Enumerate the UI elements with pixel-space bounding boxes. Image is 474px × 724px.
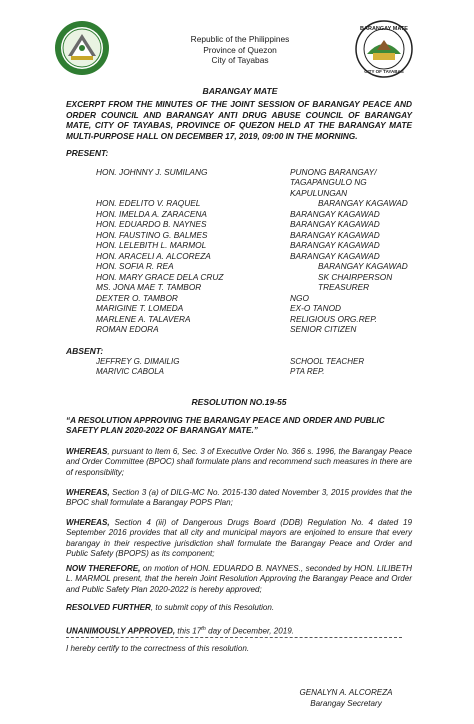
attendee-role: TAGAPANGULO NG [290, 177, 367, 187]
city-line: City of Tayabas [211, 55, 269, 65]
attendee-role: BARANGAY KAGAWAD [290, 219, 380, 229]
attendee-name: ROMAN EDORA [96, 324, 159, 334]
letterhead [170, 34, 310, 66]
attendee-role: BARANGAY KAGAWAD [290, 251, 380, 261]
attendee-role: BARANGAY KAGAWAD [290, 240, 380, 250]
attendee-name: MARIGINE T. LOMEDA [96, 303, 184, 313]
svg-text:BARANGAY MATE: BARANGAY MATE [360, 26, 408, 32]
attendee-role: PUNONG BARANGAY/ [290, 167, 377, 177]
attendee-name: HON. JOHNNY J. SUMILANG [96, 167, 208, 177]
paragraph-text: , to submit copy of this Resolution. [150, 603, 275, 612]
attendee-role: TREASURER [318, 282, 370, 292]
attendee-name: HON. SOFIA R. REA [96, 261, 174, 271]
now-therefore-paragraph [66, 564, 412, 595]
attendee-role: NGO [290, 293, 309, 303]
attendee-name: MS. JONA MAE T. TAMBOR [96, 282, 202, 292]
attendee-role: RELIGIOUS ORG.REP. [290, 314, 377, 324]
whereas-paragraph-2 [66, 488, 412, 509]
republic-line: Republic of the Philippines [190, 34, 290, 44]
attendee-role: BARANGAY KAGAWAD [290, 209, 380, 219]
paragraph-text: Section 3 (a) of DILG-MC No. 2015-130 dated November 3, 2015 provides that the BPOC shall formulate a Barangay POPS Plan; [66, 488, 412, 508]
resolution-title: “A RESOLUTION APPROVING THE BARANGAY PEACE AND ORDER AND PUBLIC SAFETY PLAN 2020-2022 OF BARANGAY MATE.” [66, 416, 385, 436]
absentee-name: MARIVIC CABOLA [96, 367, 165, 376]
attendee-name: HON. LELEBITH L. MARMOL [96, 240, 207, 250]
resolved-further-paragraph [66, 603, 412, 613]
attendee-name: HON. ARACELI A. ALCOREZA [96, 251, 211, 261]
whereas-paragraph-3 [66, 518, 412, 560]
signatory-title: Barangay Secretary [310, 698, 382, 708]
approved-lead: UNANIMOUSLY APPROVED, [66, 626, 176, 636]
paragraph-lead: WHEREAS [66, 447, 108, 456]
svg-text:CITY OF TAYABAS: CITY OF TAYABAS [364, 69, 404, 74]
absent-label: ABSENT: [66, 346, 104, 356]
resolution-number: RESOLUTION NO.19-55 [191, 397, 287, 407]
whereas-paragraph-1 [66, 447, 412, 478]
approved-text-before: this 17 [175, 626, 202, 636]
barangay-mate-seal-icon [355, 20, 413, 78]
absentee-role: PTA REP. [290, 367, 325, 376]
paragraph-lead: RESOLVED FURTHER [66, 603, 151, 612]
attendee-role: KAPULUNGAN [290, 188, 348, 198]
paragraph-lead: WHEREAS, [66, 488, 110, 497]
approved-day-suffix: th [201, 626, 206, 632]
attendee-role: BARANGAY KAGAWAD [290, 230, 380, 240]
paragraph-text: Section 4 (iii) of Dangerous Drugs Board (DDB) Regulation No. 4 dated 19 September 2016 provides that all city and municipal mayors are enjoined to ensure that every barangay in their respective jurisdiction shall formulate the Barangay Peace and Order and Public Safety (BPOPS) as its component; [66, 518, 412, 559]
present-label: PRESENT: [66, 148, 109, 158]
unanimously-approved-line [66, 624, 412, 637]
paragraph-text: , pursuant to Item 6, Sec. 3 of Executive Order No. 366 s. 1996, the Barangay Peace and Order Committee (BPOC) shall formulate plans and recommend such measures in there are of responsibility; [66, 447, 412, 477]
province-line: Province of Quezon [203, 44, 277, 55]
absentee-name: JEFFREY G. DIMAILIG [96, 357, 180, 366]
attendee-role: SK CHAIRPERSON [318, 272, 393, 282]
absentee-role: SCHOOL TEACHER [290, 357, 365, 366]
attendee-name: HON. IMELDA A. ZARACENA [96, 209, 207, 219]
attendee-role: SENIOR CITIZEN [290, 324, 357, 334]
attendee-name: HON. EDUARDO B. NAYNES [96, 219, 207, 229]
attendee-role: EX-O TANOD [290, 303, 342, 313]
signatory-name: GENALYN A. ALCOREZA [299, 688, 393, 697]
tayabas-city-seal-icon [54, 20, 110, 76]
attendee-name: MARLENE A. TALAVERA [96, 314, 191, 324]
barangay-title: BARANGAY MATE [202, 86, 278, 96]
attendee-name: DEXTER O. TAMBOR [96, 293, 178, 303]
signature-block [290, 688, 402, 709]
attendee-name: HON. EDELITO V. RAQUEL [96, 198, 201, 208]
attendee-role: BARANGAY KAGAWAD [318, 198, 408, 208]
dashed-divider [66, 637, 402, 638]
attendee-role: BARANGAY KAGAWAD [318, 261, 408, 271]
approved-text-after: day of December, 2019. [205, 626, 295, 636]
excerpt-heading: EXCERPT FROM THE MINUTES OF THE JOINT SESSION OF BARANGAY PEACE AND ORDER COUNCIL AND BARANGAY ANTI DRUG ABUSE COUNCIL OF BARANGAY MATE, CITY OF TAYABAS, PROVINCE OF QUEZON HELD AT THE BARANGAY MATE MULTI-PURPOSE HALL ON DECEMBER 17, 2019, 09:00 IN THE MORNING. [66, 99, 412, 141]
paragraph-lead: WHEREAS, [66, 518, 110, 527]
paragraph-lead: NOW THEREFORE, [66, 564, 141, 573]
paragraph-text: on motion of HON. EDUARDO B. NAYNES., seconded by HON. LILIBETH L. MARMOL present, that the herein Joint Resolution Approving the Barangay Peace and Order and Public Safety Plan 2020-2022 is hereby approved; [66, 564, 412, 594]
certification-statement: I hereby certify to the correctness of this resolution. [66, 644, 250, 653]
attendee-name: HON. MARY GRACE DELA CRUZ [96, 272, 224, 282]
attendee-name: HON. FAUSTINO G. BALMES [96, 230, 208, 240]
